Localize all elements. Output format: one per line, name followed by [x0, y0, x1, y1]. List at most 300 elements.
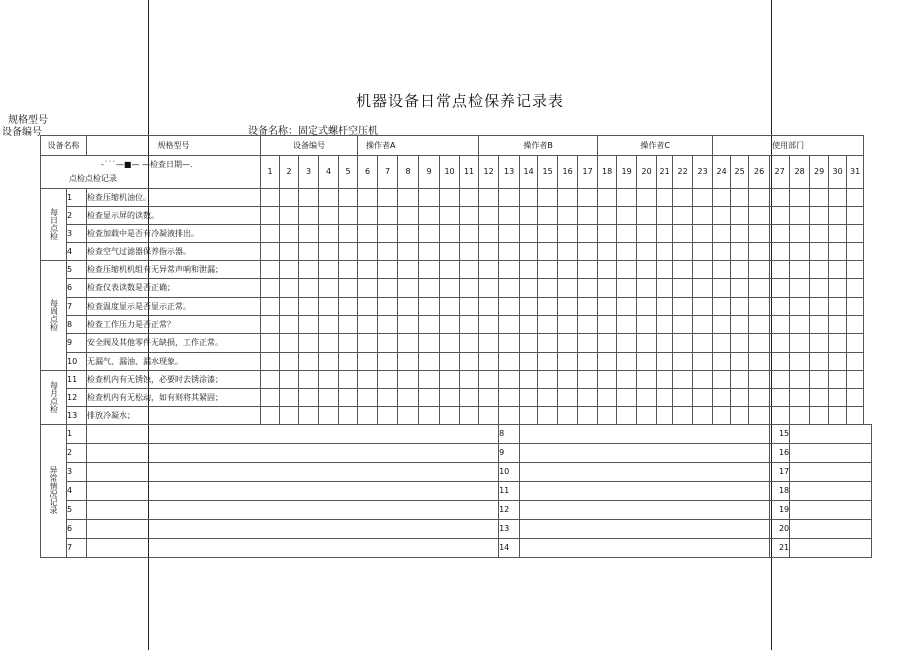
check-cell[interactable] [419, 279, 440, 298]
check-cell[interactable] [499, 371, 520, 389]
check-cell[interactable] [598, 279, 617, 298]
check-cell[interactable] [499, 389, 520, 407]
check-cell[interactable] [440, 279, 460, 298]
abnormal-entry[interactable] [87, 539, 499, 558]
check-cell[interactable] [657, 298, 673, 316]
check-cell[interactable] [598, 389, 617, 407]
check-cell[interactable] [299, 407, 319, 425]
check-cell[interactable] [460, 353, 479, 371]
check-cell[interactable] [261, 389, 280, 407]
check-cell[interactable] [810, 316, 829, 334]
check-cell[interactable] [749, 371, 770, 389]
check-cell[interactable] [339, 389, 358, 407]
check-cell[interactable] [538, 407, 558, 425]
check-cell[interactable] [673, 225, 693, 243]
check-cell[interactable] [299, 189, 319, 207]
check-cell[interactable] [520, 261, 538, 279]
check-cell[interactable] [693, 207, 713, 225]
check-cell[interactable] [499, 316, 520, 334]
check-cell[interactable] [398, 298, 419, 316]
check-cell[interactable] [280, 407, 299, 425]
check-cell[interactable] [829, 279, 847, 298]
check-cell[interactable] [790, 316, 810, 334]
check-cell[interactable] [460, 225, 479, 243]
check-cell[interactable] [499, 353, 520, 371]
check-cell[interactable] [673, 243, 693, 261]
check-cell[interactable] [339, 261, 358, 279]
check-cell[interactable] [637, 261, 657, 279]
check-cell[interactable] [673, 189, 693, 207]
check-cell[interactable] [598, 261, 617, 279]
check-cell[interactable] [617, 407, 637, 425]
check-cell[interactable] [829, 334, 847, 353]
check-cell[interactable] [378, 407, 398, 425]
check-cell[interactable] [398, 225, 419, 243]
check-cell[interactable] [358, 225, 378, 243]
check-cell[interactable] [538, 334, 558, 353]
check-cell[interactable] [790, 353, 810, 371]
check-cell[interactable] [358, 371, 378, 389]
check-cell[interactable] [673, 389, 693, 407]
check-cell[interactable] [299, 371, 319, 389]
check-cell[interactable] [538, 243, 558, 261]
check-cell[interactable] [558, 389, 578, 407]
check-cell[interactable] [731, 243, 749, 261]
check-cell[interactable] [770, 279, 790, 298]
check-cell[interactable] [578, 353, 598, 371]
check-cell[interactable] [578, 261, 598, 279]
check-cell[interactable] [657, 316, 673, 334]
check-cell[interactable] [713, 371, 731, 389]
check-cell[interactable] [299, 225, 319, 243]
check-cell[interactable] [810, 298, 829, 316]
check-cell[interactable] [731, 207, 749, 225]
check-cell[interactable] [419, 334, 440, 353]
check-cell[interactable] [847, 225, 864, 243]
abnormal-entry[interactable] [790, 482, 872, 501]
check-cell[interactable] [440, 189, 460, 207]
check-cell[interactable] [520, 243, 538, 261]
check-cell[interactable] [829, 316, 847, 334]
check-cell[interactable] [790, 407, 810, 425]
check-cell[interactable] [673, 334, 693, 353]
abnormal-entry[interactable] [520, 482, 770, 501]
check-cell[interactable] [810, 207, 829, 225]
check-cell[interactable] [419, 389, 440, 407]
check-cell[interactable] [378, 298, 398, 316]
check-cell[interactable] [713, 279, 731, 298]
check-cell[interactable] [749, 243, 770, 261]
check-cell[interactable] [479, 189, 499, 207]
check-cell[interactable] [398, 243, 419, 261]
check-cell[interactable] [847, 243, 864, 261]
check-cell[interactable] [829, 243, 847, 261]
check-cell[interactable] [358, 261, 378, 279]
check-cell[interactable] [479, 353, 499, 371]
check-cell[interactable] [261, 207, 280, 225]
check-cell[interactable] [847, 353, 864, 371]
check-cell[interactable] [598, 225, 617, 243]
check-cell[interactable] [520, 225, 538, 243]
check-cell[interactable] [339, 407, 358, 425]
check-cell[interactable] [319, 353, 339, 371]
check-cell[interactable] [538, 189, 558, 207]
check-cell[interactable] [731, 225, 749, 243]
check-cell[interactable] [499, 225, 520, 243]
check-cell[interactable] [770, 207, 790, 225]
check-cell[interactable] [713, 334, 731, 353]
check-cell[interactable] [419, 261, 440, 279]
check-cell[interactable] [339, 371, 358, 389]
check-cell[interactable] [713, 389, 731, 407]
check-cell[interactable] [499, 207, 520, 225]
check-cell[interactable] [460, 371, 479, 389]
check-cell[interactable] [847, 334, 864, 353]
check-cell[interactable] [520, 389, 538, 407]
check-cell[interactable] [499, 334, 520, 353]
check-cell[interactable] [299, 316, 319, 334]
check-cell[interactable] [790, 389, 810, 407]
check-cell[interactable] [261, 334, 280, 353]
check-cell[interactable] [460, 243, 479, 261]
check-cell[interactable] [479, 389, 499, 407]
check-cell[interactable] [749, 389, 770, 407]
check-cell[interactable] [419, 353, 440, 371]
abnormal-entry[interactable] [790, 520, 872, 539]
check-cell[interactable] [637, 225, 657, 243]
check-cell[interactable] [749, 334, 770, 353]
check-cell[interactable] [419, 207, 440, 225]
check-cell[interactable] [657, 353, 673, 371]
check-cell[interactable] [261, 316, 280, 334]
check-cell[interactable] [770, 371, 790, 389]
check-cell[interactable] [558, 334, 578, 353]
check-cell[interactable] [319, 207, 339, 225]
check-cell[interactable] [440, 389, 460, 407]
check-cell[interactable] [398, 371, 419, 389]
check-cell[interactable] [358, 298, 378, 316]
check-cell[interactable] [637, 316, 657, 334]
check-cell[interactable] [847, 207, 864, 225]
check-cell[interactable] [731, 279, 749, 298]
check-cell[interactable] [299, 389, 319, 407]
check-cell[interactable] [339, 316, 358, 334]
check-cell[interactable] [617, 316, 637, 334]
abnormal-entry[interactable] [87, 463, 499, 482]
check-cell[interactable] [810, 371, 829, 389]
check-cell[interactable] [617, 371, 637, 389]
check-cell[interactable] [829, 407, 847, 425]
check-cell[interactable] [731, 189, 749, 207]
check-cell[interactable] [810, 225, 829, 243]
check-cell[interactable] [558, 279, 578, 298]
check-cell[interactable] [280, 225, 299, 243]
check-cell[interactable] [713, 407, 731, 425]
check-cell[interactable] [749, 407, 770, 425]
check-cell[interactable] [713, 225, 731, 243]
check-cell[interactable] [479, 279, 499, 298]
check-cell[interactable] [538, 298, 558, 316]
check-cell[interactable] [693, 371, 713, 389]
check-cell[interactable] [578, 407, 598, 425]
check-cell[interactable] [261, 407, 280, 425]
check-cell[interactable] [398, 353, 419, 371]
check-cell[interactable] [558, 225, 578, 243]
check-cell[interactable] [358, 389, 378, 407]
check-cell[interactable] [280, 353, 299, 371]
check-cell[interactable] [578, 371, 598, 389]
check-cell[interactable] [558, 243, 578, 261]
check-cell[interactable] [673, 298, 693, 316]
check-cell[interactable] [847, 316, 864, 334]
check-cell[interactable] [617, 225, 637, 243]
check-cell[interactable] [637, 298, 657, 316]
check-cell[interactable] [790, 334, 810, 353]
check-cell[interactable] [829, 371, 847, 389]
abnormal-entry[interactable] [790, 425, 872, 444]
check-cell[interactable] [713, 298, 731, 316]
check-cell[interactable] [460, 298, 479, 316]
check-cell[interactable] [479, 243, 499, 261]
check-cell[interactable] [261, 243, 280, 261]
check-cell[interactable] [479, 371, 499, 389]
check-cell[interactable] [617, 389, 637, 407]
check-cell[interactable] [657, 207, 673, 225]
check-cell[interactable] [637, 353, 657, 371]
check-cell[interactable] [319, 298, 339, 316]
check-cell[interactable] [731, 316, 749, 334]
check-cell[interactable] [713, 189, 731, 207]
check-cell[interactable] [358, 189, 378, 207]
check-cell[interactable] [713, 243, 731, 261]
check-cell[interactable] [731, 389, 749, 407]
check-cell[interactable] [558, 353, 578, 371]
check-cell[interactable] [578, 207, 598, 225]
check-cell[interactable] [280, 279, 299, 298]
check-cell[interactable] [558, 371, 578, 389]
check-cell[interactable] [319, 225, 339, 243]
abnormal-entry[interactable] [87, 520, 499, 539]
check-cell[interactable] [378, 207, 398, 225]
check-cell[interactable] [378, 316, 398, 334]
check-cell[interactable] [810, 407, 829, 425]
check-cell[interactable] [299, 298, 319, 316]
check-cell[interactable] [598, 243, 617, 261]
check-cell[interactable] [378, 353, 398, 371]
check-cell[interactable] [810, 243, 829, 261]
check-cell[interactable] [770, 189, 790, 207]
check-cell[interactable] [790, 371, 810, 389]
check-cell[interactable] [693, 261, 713, 279]
check-cell[interactable] [319, 261, 339, 279]
check-cell[interactable] [578, 389, 598, 407]
check-cell[interactable] [460, 261, 479, 279]
check-cell[interactable] [339, 279, 358, 298]
check-cell[interactable] [280, 261, 299, 279]
check-cell[interactable] [673, 353, 693, 371]
check-cell[interactable] [598, 334, 617, 353]
check-cell[interactable] [419, 298, 440, 316]
check-cell[interactable] [358, 353, 378, 371]
check-cell[interactable] [339, 353, 358, 371]
check-cell[interactable] [731, 371, 749, 389]
check-cell[interactable] [790, 243, 810, 261]
check-cell[interactable] [847, 279, 864, 298]
check-cell[interactable] [713, 207, 731, 225]
check-cell[interactable] [440, 371, 460, 389]
abnormal-entry[interactable] [790, 501, 872, 520]
check-cell[interactable] [299, 334, 319, 353]
check-cell[interactable] [578, 243, 598, 261]
check-cell[interactable] [847, 407, 864, 425]
check-cell[interactable] [578, 316, 598, 334]
check-cell[interactable] [673, 261, 693, 279]
check-cell[interactable] [479, 261, 499, 279]
check-cell[interactable] [378, 371, 398, 389]
check-cell[interactable] [598, 316, 617, 334]
check-cell[interactable] [731, 353, 749, 371]
check-cell[interactable] [790, 225, 810, 243]
check-cell[interactable] [790, 261, 810, 279]
check-cell[interactable] [810, 279, 829, 298]
check-cell[interactable] [810, 189, 829, 207]
abnormal-entry[interactable] [520, 520, 770, 539]
check-cell[interactable] [460, 389, 479, 407]
check-cell[interactable] [378, 243, 398, 261]
check-cell[interactable] [398, 207, 419, 225]
check-cell[interactable] [261, 371, 280, 389]
check-cell[interactable] [339, 225, 358, 243]
check-cell[interactable] [770, 407, 790, 425]
check-cell[interactable] [261, 353, 280, 371]
check-cell[interactable] [378, 225, 398, 243]
check-cell[interactable] [398, 261, 419, 279]
check-cell[interactable] [578, 189, 598, 207]
check-cell[interactable] [358, 207, 378, 225]
check-cell[interactable] [460, 189, 479, 207]
check-cell[interactable] [558, 207, 578, 225]
check-cell[interactable] [499, 261, 520, 279]
check-cell[interactable] [558, 261, 578, 279]
check-cell[interactable] [499, 189, 520, 207]
check-cell[interactable] [440, 261, 460, 279]
check-cell[interactable] [770, 389, 790, 407]
check-cell[interactable] [479, 407, 499, 425]
check-cell[interactable] [749, 261, 770, 279]
check-cell[interactable] [339, 334, 358, 353]
check-cell[interactable] [731, 407, 749, 425]
check-cell[interactable] [770, 353, 790, 371]
check-cell[interactable] [280, 334, 299, 353]
check-cell[interactable] [280, 189, 299, 207]
check-cell[interactable] [657, 261, 673, 279]
check-cell[interactable] [657, 407, 673, 425]
check-cell[interactable] [419, 225, 440, 243]
check-cell[interactable] [520, 353, 538, 371]
check-cell[interactable] [770, 334, 790, 353]
abnormal-entry[interactable] [520, 425, 770, 444]
check-cell[interactable] [637, 334, 657, 353]
check-cell[interactable] [657, 189, 673, 207]
abnormal-entry[interactable] [87, 444, 499, 463]
check-cell[interactable] [598, 371, 617, 389]
check-cell[interactable] [657, 225, 673, 243]
check-cell[interactable] [440, 316, 460, 334]
check-cell[interactable] [829, 389, 847, 407]
check-cell[interactable] [499, 243, 520, 261]
check-cell[interactable] [657, 279, 673, 298]
check-cell[interactable] [657, 371, 673, 389]
check-cell[interactable] [358, 316, 378, 334]
check-cell[interactable] [617, 298, 637, 316]
check-cell[interactable] [790, 189, 810, 207]
check-cell[interactable] [538, 389, 558, 407]
check-cell[interactable] [520, 407, 538, 425]
check-cell[interactable] [770, 225, 790, 243]
check-cell[interactable] [280, 371, 299, 389]
check-cell[interactable] [637, 389, 657, 407]
check-cell[interactable] [319, 389, 339, 407]
check-cell[interactable] [673, 207, 693, 225]
check-cell[interactable] [657, 389, 673, 407]
check-cell[interactable] [558, 189, 578, 207]
check-cell[interactable] [339, 207, 358, 225]
check-cell[interactable] [829, 189, 847, 207]
check-cell[interactable] [749, 353, 770, 371]
check-cell[interactable] [378, 279, 398, 298]
check-cell[interactable] [617, 334, 637, 353]
check-cell[interactable] [693, 189, 713, 207]
check-cell[interactable] [829, 225, 847, 243]
check-cell[interactable] [280, 207, 299, 225]
check-cell[interactable] [637, 189, 657, 207]
check-cell[interactable] [749, 279, 770, 298]
check-cell[interactable] [319, 371, 339, 389]
check-cell[interactable] [693, 243, 713, 261]
check-cell[interactable] [847, 298, 864, 316]
check-cell[interactable] [499, 279, 520, 298]
check-cell[interactable] [440, 407, 460, 425]
abnormal-entry[interactable] [790, 444, 872, 463]
check-cell[interactable] [299, 279, 319, 298]
check-cell[interactable] [398, 316, 419, 334]
check-cell[interactable] [617, 243, 637, 261]
check-cell[interactable] [440, 298, 460, 316]
abnormal-entry[interactable] [520, 501, 770, 520]
check-cell[interactable] [419, 189, 440, 207]
check-cell[interactable] [790, 279, 810, 298]
check-cell[interactable] [617, 189, 637, 207]
check-cell[interactable] [398, 189, 419, 207]
check-cell[interactable] [440, 334, 460, 353]
check-cell[interactable] [847, 371, 864, 389]
check-cell[interactable] [440, 243, 460, 261]
check-cell[interactable] [770, 298, 790, 316]
check-cell[interactable] [578, 298, 598, 316]
check-cell[interactable] [790, 298, 810, 316]
check-cell[interactable] [810, 261, 829, 279]
check-cell[interactable] [440, 225, 460, 243]
check-cell[interactable] [358, 243, 378, 261]
check-cell[interactable] [617, 279, 637, 298]
check-cell[interactable] [261, 298, 280, 316]
check-cell[interactable] [280, 243, 299, 261]
check-cell[interactable] [538, 353, 558, 371]
check-cell[interactable] [770, 261, 790, 279]
check-cell[interactable] [520, 189, 538, 207]
check-cell[interactable] [770, 316, 790, 334]
check-cell[interactable] [657, 334, 673, 353]
